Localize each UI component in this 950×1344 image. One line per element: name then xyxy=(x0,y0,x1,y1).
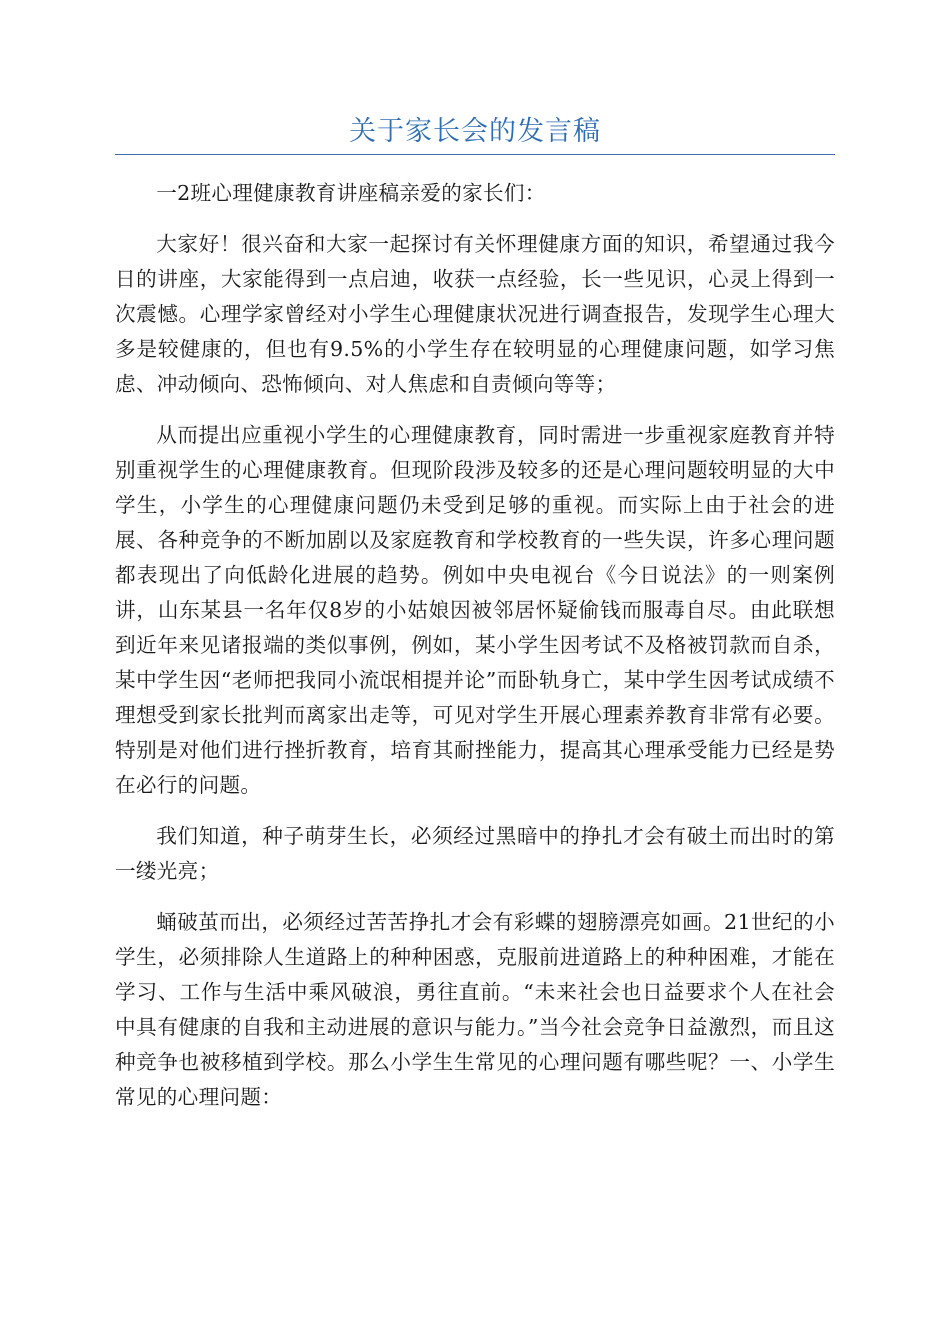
title-underline xyxy=(115,154,835,155)
document-body xyxy=(115,176,835,1131)
paragraph-greeting: 大家好！很兴奋和大家一起探讨有关怀理健康方面的知识，希望通过我今日的讲座，大家能得到一点启迪，收获一点经验，长一些见识，心灵上得到一次震憾。心理学家曾经对小学生心理健康状况进行调查报告，发现学生心理大多是较健康的，但也有9.5%的小学生存在较明显的心理健康问题，如学习焦虑、冲动倾向、恐怖倾向、对人焦虑和自责倾向等等； xyxy=(115,232,835,396)
paragraph-intro: 一2班心理健康教育讲座稿亲爱的家长们： xyxy=(156,181,546,205)
paragraph-seed: 我们知道，种子萌芽生长，必须经过黑暗中的挣扎才会有破土而出时的第一缕光亮； xyxy=(115,824,835,883)
document-title: 关于家长会的发言稿 xyxy=(349,116,601,147)
paragraph-importance: 从而提出应重视小学生的心理健康教育，同时需进一步重视家庭教育并特别重视学生的心理健康教育。但现阶段涉及较多的还是心理问题较明显的大中学生，小学生的心理健康问题仍未受到足够的重视。而实际上由于社会的进展、各种竞争的不断加剧以及家庭教育和学校教育的一些失误，许多心理问题都表现出了向低龄化进展的趋势。例如中央电视台《今日说法》的一则案例讲，山东某县一名年仅8岁的小姑娘因被邻居怀疑偷钱而服毒自尽。由此联想到近年来见诸报端的类似事例，例如，某小学生因考试不及格被罚款而自杀，某中学生因“老师把我同小流氓相提并论”而卧轨身亡，某中学生因考试成绩不理想受到家长批判而离家出走等，可见对学生开展心理素养教育非常有必要。特别是对他们进行挫折教育，培育其耐挫能力，提高其心理承受能力已经是势在必行的问题。 xyxy=(115,423,835,797)
paragraph-cocoon: 蛹破茧而出，必须经过苦苦挣扎才会有彩蝶的翅膀漂亮如画。21世纪的小学生，必须排除人生道路上的种种困惑，克服前进道路上的种种困难，才能在学习、工作与生活中乘风破浪，勇往直前。“未来社会也日益要求个人在社会中具有健康的自我和主动进展的意识与能力。”当今社会竞争日益激烈，而且这种竞争也被移植到学校。那么小学生生常见的心理问题有哪些呢？一、小学生常见的心理问题： xyxy=(115,910,835,1109)
